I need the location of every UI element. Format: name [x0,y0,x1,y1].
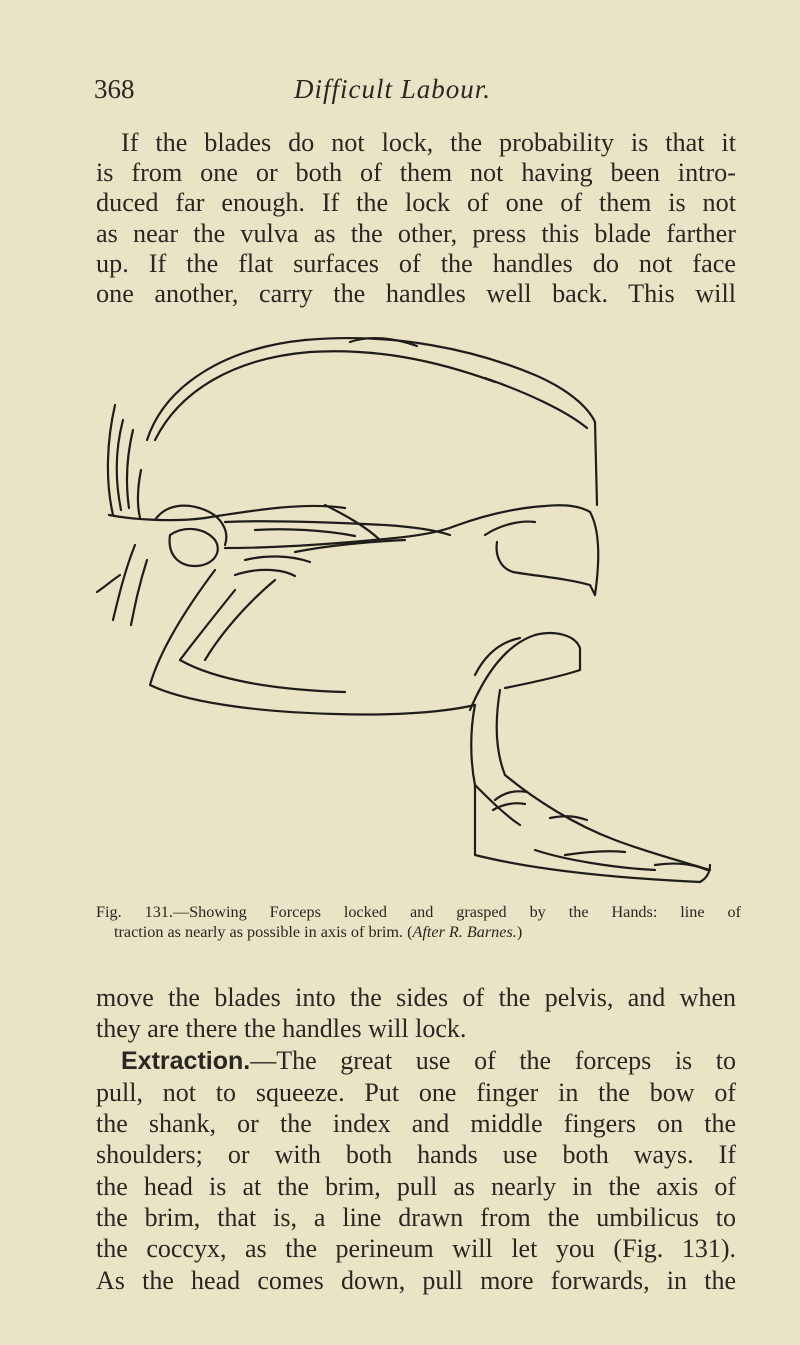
page-header [94,74,734,114]
paragraph-top [96,128,736,309]
text-line: they are there the handles will lock. [96,1014,467,1044]
text-line: shoulders; or with both hands use both ways. If [96,1140,736,1170]
caption-line: Fig. 131.—Showing Forceps locked and grasped by the Hands: line of [96,903,741,921]
text-line: up. If the flat surfaces of the handles do not face [96,248,736,278]
caption-close: ) [516,923,523,941]
forceps-drawing [95,330,735,900]
text-line: pull, not to squeeze. Put one finger in the bow of [96,1077,736,1107]
page-number: 368 [94,74,135,104]
text-line [96,1045,736,1077]
caption-attribution: After R. Barnes. [412,923,517,941]
text-line: duced far enough. If the lock of one of them is not [96,188,736,218]
text-line: If the blades do not lock, the probability is that it [121,128,736,157]
section-heading: Extraction. [121,1046,251,1075]
forceps-hands-illustration [95,330,735,900]
caption-text: traction as nearly as possible in axis of brim. ( [114,923,413,941]
text-line: one another, carry the handles well back. This will [96,279,736,309]
paragraph-bottom [96,982,736,1296]
text-line: the coccyx, as the perineum will let you (Fig. 131). [96,1234,736,1264]
running-head: Difficult Labour. [294,74,492,104]
text-line: as near the vulva as the other, press this blade farther [96,218,736,248]
text-line: As the head comes down, pull more forwards, in the [96,1265,736,1295]
text-line: is from one or both of them not having been intro- [96,158,736,188]
text-run: —The great use of the forceps is to [250,1045,736,1075]
caption-line [96,922,741,942]
text-line: move the blades into the sides of the pelvis, and when [96,983,736,1012]
text-line: the head is at the brim, pull as nearly in the axis of [96,1171,736,1201]
figure-caption [96,902,741,942]
text-line: the shank, or the index and middle fingers on the [96,1109,736,1139]
text-line: the brim, that is, a line drawn from the umbilicus to [96,1203,736,1233]
